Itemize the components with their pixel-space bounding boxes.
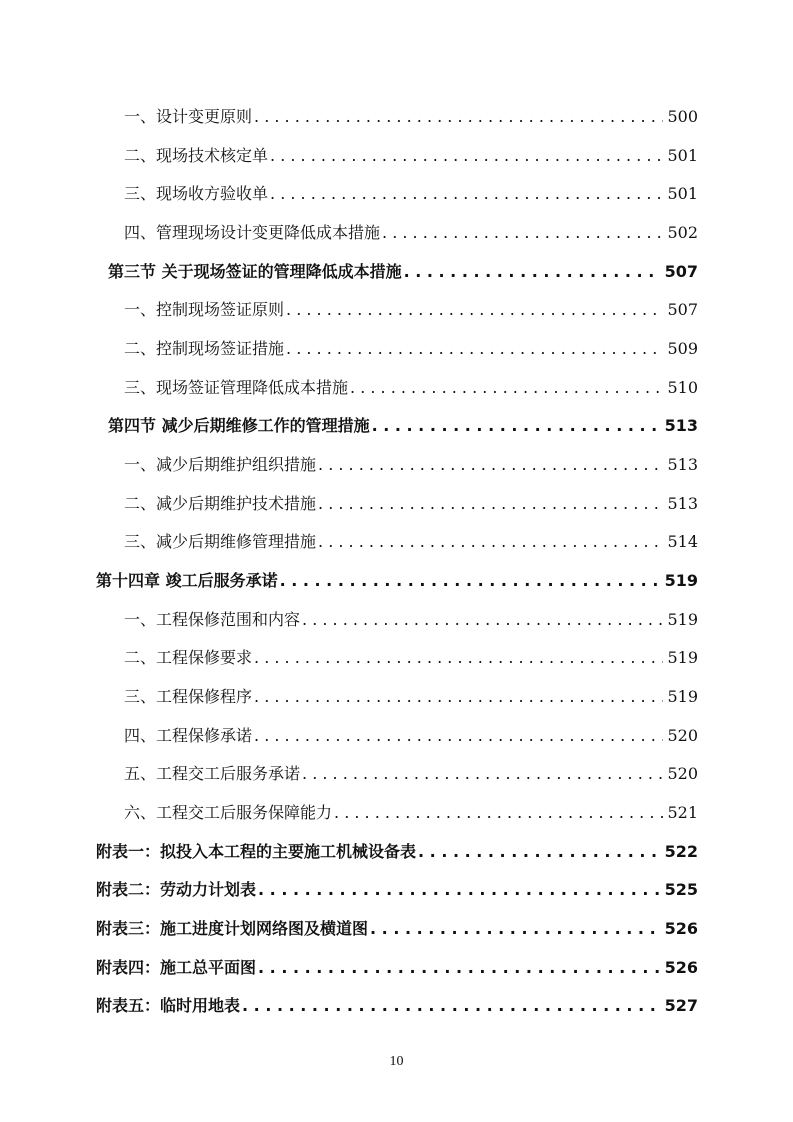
dot-leader: [254, 107, 663, 126]
toc-entry-page: 507: [664, 262, 698, 281]
toc-entry-title: 一、减少后期维护组织措施: [124, 455, 317, 474]
dot-leader: [254, 726, 663, 745]
dot-leader: [404, 262, 661, 281]
dot-leader: [382, 223, 663, 242]
toc-entry-page: 526: [664, 958, 698, 977]
toc-entry-page: 500: [667, 107, 698, 126]
toc-entry-page: 522: [664, 842, 698, 861]
toc-entry[interactable]: [124, 684, 698, 707]
toc-entry[interactable]: [124, 181, 698, 204]
toc-entry-page: 520: [667, 764, 698, 783]
toc-entry-title: 三、现场签证管理降低成本措施: [124, 378, 349, 397]
toc-entry-title: 二、现场技术核定单: [124, 146, 269, 165]
dot-leader: [280, 571, 661, 590]
toc-entry-title: 四、工程保修承诺: [124, 726, 253, 745]
dot-leader: [286, 339, 663, 358]
toc-entry-title: 一、设计变更原则: [124, 107, 253, 126]
dot-leader: [270, 146, 663, 165]
toc-entry-page: 526: [664, 919, 698, 938]
dot-leader: [334, 803, 663, 822]
toc-entry-title: 一、工程保修范围和内容: [124, 610, 301, 629]
dot-leader: [270, 184, 663, 203]
toc-entry-title: 附表三：施工进度计划网络图及横道图: [96, 919, 369, 938]
toc-entry-title: 三、现场收方验收单: [124, 184, 269, 203]
toc-entry-page: 509: [667, 339, 698, 358]
toc-entry-title: 第十四章 竣工后服务承诺: [96, 571, 278, 590]
toc-entry-title: 附表一：拟投入本工程的主要施工机械设备表: [96, 842, 417, 861]
toc-entry-title: 二、工程保修要求: [124, 648, 253, 667]
toc-section-entry[interactable]: [108, 413, 698, 436]
dot-leader: [318, 455, 663, 474]
toc-entry-title: 四、管理现场设计变更降低成本措施: [124, 223, 381, 242]
toc-section-entry[interactable]: [108, 259, 698, 282]
toc-entry-page: 525: [664, 880, 698, 899]
toc-entry-page: 513: [667, 455, 698, 474]
dot-leader: [242, 996, 661, 1015]
toc-entry-page: 501: [667, 184, 698, 203]
toc-entry-page: 501: [667, 146, 698, 165]
toc-appendix-entry[interactable]: [96, 839, 698, 862]
toc-entry-title: 附表四：施工总平面图: [96, 958, 257, 977]
toc-entry-page: 514: [667, 532, 698, 551]
toc-entry[interactable]: [124, 491, 698, 514]
dot-leader: [254, 648, 663, 667]
toc-entry-page: 519: [664, 571, 698, 590]
toc-entry-page: 510: [667, 378, 698, 397]
toc-chapter-entry[interactable]: [96, 568, 698, 591]
toc-entry-title: 三、减少后期维修管理措施: [124, 532, 317, 551]
toc-entry-page: 513: [664, 416, 698, 435]
toc-entry-page: 520: [667, 726, 698, 745]
toc-entry-page: 521: [667, 803, 698, 822]
toc-entry-title: 第四节 减少后期维修工作的管理措施: [108, 416, 370, 435]
toc-entry-title: 二、减少后期维护技术措施: [124, 494, 317, 513]
toc-entry-title: 五、工程交工后服务承诺: [124, 764, 301, 783]
toc-entry-title: 附表五：临时用地表: [96, 996, 241, 1015]
toc-entry-page: 519: [667, 610, 698, 629]
dot-leader: [318, 494, 663, 513]
toc-entry[interactable]: [124, 143, 698, 166]
toc-entry[interactable]: [124, 375, 698, 398]
toc-appendix-entry[interactable]: [96, 993, 698, 1016]
toc-entry-title: 第三节 关于现场签证的管理降低成本措施: [108, 262, 402, 281]
toc-entry-page: 519: [667, 687, 698, 706]
dot-leader: [318, 532, 663, 551]
toc-entry[interactable]: [124, 336, 698, 359]
toc-entry-title: 附表二：劳动力计划表: [96, 880, 257, 899]
toc-entry[interactable]: [124, 761, 698, 784]
dot-leader: [254, 687, 663, 706]
toc-entry[interactable]: [124, 723, 698, 746]
dot-leader: [302, 764, 663, 783]
toc-entry-page: 527: [664, 996, 698, 1015]
toc-entry-page: 519: [667, 648, 698, 667]
toc-entry[interactable]: [124, 645, 698, 668]
toc-entry-page: 502: [667, 223, 698, 242]
dot-leader: [258, 958, 661, 977]
toc-entry[interactable]: [124, 220, 698, 243]
toc-appendix-entry[interactable]: [96, 877, 698, 900]
toc-entry-title: 二、控制现场签证措施: [124, 339, 285, 358]
toc-entry[interactable]: [124, 104, 698, 127]
page-number: 10: [389, 1054, 404, 1069]
toc-entry-page: 513: [667, 494, 698, 513]
toc-entry[interactable]: [124, 452, 698, 475]
toc-entry[interactable]: [124, 607, 698, 630]
toc-appendix-entry[interactable]: [96, 955, 698, 978]
dot-leader: [418, 842, 661, 861]
dot-leader: [370, 919, 661, 938]
toc-entry[interactable]: [124, 297, 698, 320]
dot-leader: [286, 300, 663, 319]
toc-entry[interactable]: [124, 529, 698, 552]
toc-entry-title: 一、控制现场签证原则: [124, 300, 285, 319]
dot-leader: [372, 416, 661, 435]
toc-entry-title: 三、工程保修程序: [124, 687, 253, 706]
dot-leader: [302, 610, 663, 629]
dot-leader: [350, 378, 663, 397]
dot-leader: [258, 880, 661, 899]
toc-entry-title: 六、工程交工后服务保障能力: [124, 803, 333, 822]
toc-entry-page: 507: [667, 300, 698, 319]
toc-appendix-entry[interactable]: [96, 916, 698, 939]
toc-entry[interactable]: [124, 800, 698, 823]
